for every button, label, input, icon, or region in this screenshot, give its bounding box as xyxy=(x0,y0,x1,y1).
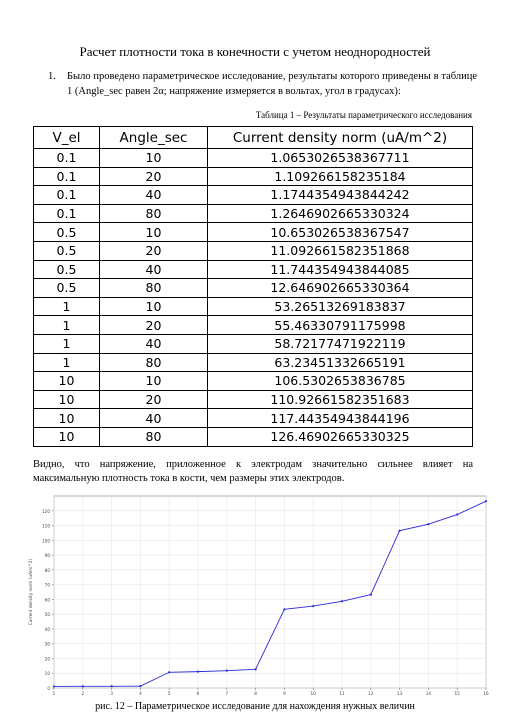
table-cell: 58.72177471922119 xyxy=(208,334,473,353)
y-axis-label: Current density norm (uA/m^2) xyxy=(28,558,33,626)
table-cell: 40 xyxy=(100,334,208,353)
x-tick-label: 12 xyxy=(368,691,374,696)
table-cell: 1.2646902665330324 xyxy=(208,204,473,223)
y-tick-label: 90 xyxy=(44,553,50,559)
results-table xyxy=(33,126,473,447)
table-caption: Таблица 1 – Результаты параметрического исследования xyxy=(255,110,472,120)
column-header-current-density: Current density norm (uA/m^2) xyxy=(208,127,473,149)
x-tick-label: 1 xyxy=(52,691,56,696)
table-row xyxy=(34,427,473,446)
table-cell: 10 xyxy=(34,427,100,446)
data-point xyxy=(399,530,401,532)
y-tick-label: 70 xyxy=(44,582,50,588)
table-cell: 12.646902665330364 xyxy=(208,279,473,298)
x-tick-label: 2 xyxy=(81,691,85,696)
list-item-text: Было проведено параметрическое исследование, результаты которого приведены в таблице 1 (Angle_sec равен 2α; напряжение измеряется в вольтах, угол в градусах): xyxy=(67,71,477,97)
table-cell: 10 xyxy=(34,390,100,409)
table-cell: 1 xyxy=(34,316,100,335)
y-tick-label: 30 xyxy=(44,641,50,647)
table-cell: 40 xyxy=(100,186,208,205)
x-tick-label: 7 xyxy=(225,691,229,696)
table-row xyxy=(34,186,473,205)
x-tick-label: 8 xyxy=(254,691,257,696)
table-cell: 0.1 xyxy=(34,167,100,186)
y-tick-label: 0 xyxy=(47,686,50,691)
x-tick-label: 14 xyxy=(425,691,432,696)
data-point xyxy=(370,594,372,596)
page-title: Расчет плотности тока в конечности с учетом неоднородностей xyxy=(79,44,431,59)
figure-caption: рис. 12 – Параметрическое исследование для нахождения нужных величин xyxy=(95,701,415,712)
table-cell: 53.26513269183837 xyxy=(208,297,473,316)
table-cell: 1 xyxy=(34,334,100,353)
data-point xyxy=(168,671,170,673)
table-cell: 55.46330791175998 xyxy=(208,316,473,335)
table-cell: 1.1744354943844242 xyxy=(208,186,473,205)
table-cell: 10.653026538367547 xyxy=(208,223,473,242)
table-cell: 11.092661582351868 xyxy=(208,241,473,260)
table-row xyxy=(34,316,473,335)
table-cell: 20 xyxy=(100,390,208,409)
table-cell: 10 xyxy=(34,409,100,428)
table-cell: 0.5 xyxy=(34,279,100,298)
plot-area xyxy=(54,496,486,688)
y-tick-label: 50 xyxy=(44,612,50,618)
table-cell: 20 xyxy=(100,241,208,260)
table-cell: 10 xyxy=(100,372,208,391)
data-point xyxy=(226,670,228,672)
table-cell: 10 xyxy=(100,149,208,168)
x-tick-label: 9 xyxy=(283,691,286,696)
table-cell: 0.1 xyxy=(34,186,100,205)
list-item-number: 1. xyxy=(48,71,56,82)
data-point xyxy=(283,608,285,610)
table-cell: 80 xyxy=(100,204,208,223)
data-point xyxy=(53,685,55,687)
table-row xyxy=(34,409,473,428)
table-cell: 1.0653026538367711 xyxy=(208,149,473,168)
table-row xyxy=(34,390,473,409)
table-cell: 11.744354943844085 xyxy=(208,260,473,279)
parametric-line-chart xyxy=(18,490,494,700)
x-tick-label: 3 xyxy=(110,691,113,696)
data-point xyxy=(456,513,458,515)
table-row xyxy=(34,297,473,316)
table-cell: 80 xyxy=(100,353,208,372)
x-tick-label: 13 xyxy=(396,691,403,696)
table-row xyxy=(34,149,473,168)
x-tick-label: 4 xyxy=(139,691,142,696)
x-tick-label: 10 xyxy=(310,691,316,696)
x-tick-label: 11 xyxy=(339,691,345,696)
table-cell: 0.5 xyxy=(34,260,100,279)
y-tick-label: 80 xyxy=(44,567,50,573)
data-point xyxy=(197,671,199,673)
table-cell: 20 xyxy=(100,167,208,186)
y-tick-label: 10 xyxy=(44,671,50,677)
table-cell: 1.109266158235184 xyxy=(208,167,473,186)
table-cell: 106.5302653836785 xyxy=(208,372,473,391)
table-cell: 117.44354943844196 xyxy=(208,409,473,428)
y-tick-label: 20 xyxy=(44,656,50,662)
table-cell: 10 xyxy=(100,297,208,316)
y-tick-label: 100 xyxy=(42,538,50,544)
table-cell: 1 xyxy=(34,353,100,372)
table-cell: 10 xyxy=(100,223,208,242)
column-header-angle-sec: Angle_sec xyxy=(100,127,208,149)
table-cell: 0.1 xyxy=(34,149,100,168)
data-point xyxy=(341,600,343,602)
x-tick-label: 5 xyxy=(167,691,171,696)
y-tick-label: 60 xyxy=(44,597,50,603)
x-tick-label: 6 xyxy=(196,691,200,696)
table-cell: 40 xyxy=(100,409,208,428)
x-tick-label: 16 xyxy=(483,691,489,696)
table-cell: 126.46902665330325 xyxy=(208,427,473,446)
table-row xyxy=(34,204,473,223)
table-cell: 80 xyxy=(100,279,208,298)
table-header-row xyxy=(34,127,473,149)
table-row xyxy=(34,260,473,279)
table-row xyxy=(34,353,473,372)
table-row xyxy=(34,167,473,186)
table-row xyxy=(34,372,473,391)
table-row xyxy=(34,241,473,260)
table-cell: 63.23451332665191 xyxy=(208,353,473,372)
table-cell: 110.92661582351683 xyxy=(208,390,473,409)
table-cell: 1 xyxy=(34,297,100,316)
table-cell: 80 xyxy=(100,427,208,446)
data-point xyxy=(427,523,429,525)
table-cell: 40 xyxy=(100,260,208,279)
column-header-v-el: V_el xyxy=(34,127,100,149)
y-tick-label: 110 xyxy=(42,523,50,529)
table-cell: 0.5 xyxy=(34,223,100,242)
data-point xyxy=(485,500,487,502)
conclusion-paragraph: Видно, что напряжение, приложенное к электродам значительно сильнее влияет на максимальную плотность тока в кости, чем размеры этих электродов. xyxy=(33,459,473,484)
table-cell: 20 xyxy=(100,316,208,335)
data-point xyxy=(255,668,257,670)
y-tick-label: 40 xyxy=(44,626,50,632)
data-point xyxy=(139,685,141,687)
table-cell: 0.5 xyxy=(34,241,100,260)
table-cell: 0.1 xyxy=(34,204,100,223)
table-row xyxy=(34,223,473,242)
y-tick-label: 120 xyxy=(42,508,50,514)
table-cell: 10 xyxy=(34,372,100,391)
data-point xyxy=(312,605,314,607)
data-point xyxy=(82,685,84,687)
table-row xyxy=(34,279,473,298)
x-tick-label: 15 xyxy=(454,691,460,696)
data-point xyxy=(111,685,113,687)
table-row xyxy=(34,334,473,353)
